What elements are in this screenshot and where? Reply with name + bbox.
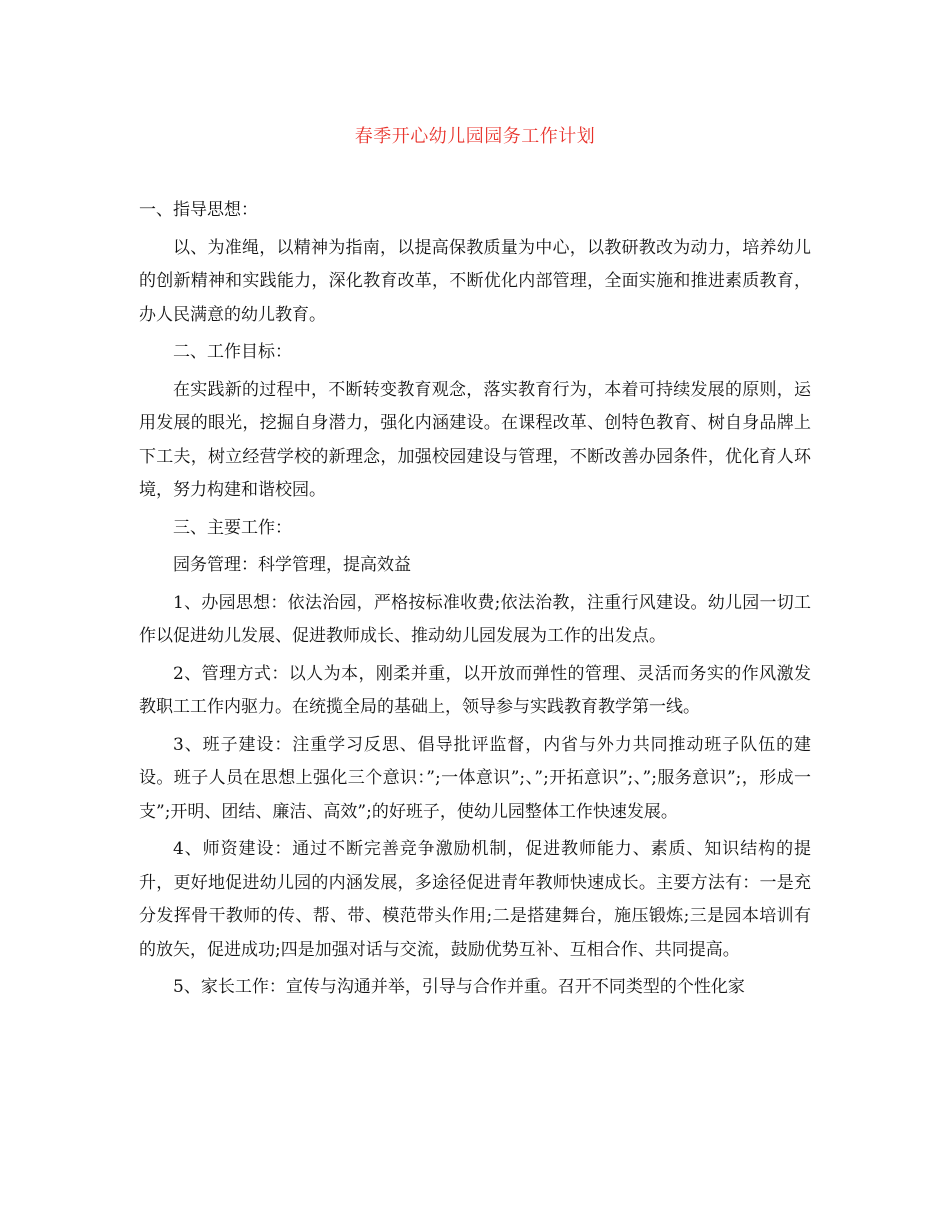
paragraph-item-3: 3、班子建设：注重学习反思、倡导批评监督，内省与外力共同推动班子队伍的建设。班子人员在思想上强化三个意识：”;一体意识”;、”;开拓意识”;、”;服务意识”;，形成一支”;开明、团结、廉洁、高效”;的好班子，使幼儿园整体工作快速发展。	[139, 734, 811, 822]
paragraph-item-2: 2、管理方式：以人为本，刚柔并重，以开放而弹性的管理、灵活而务实的作风激发教职工工作内驱力。在统揽全局的基础上，领导参与实践教育教学第一线。	[139, 663, 811, 717]
section-heading-main-work: 三、主要工作：	[173, 517, 292, 538]
document-title: 春季开心幼儿园园务工作计划	[354, 126, 596, 147]
paragraph-item-4: 4、师资建设：通过不断完善竞争激励机制，促进教师能力、素质、知识结构的提升，更好地促进幼儿园的内涵发展，多途径促进青年教师快速成长。主要方法有：一是充分发挥骨干教师的传、帮、带、模范带头作用;二是搭建舞台，施压锻炼;三是园本培训有的放矢，促进成功;四是加强对话与交流，鼓励优势互补、互相合作、共同提高。	[139, 839, 811, 960]
paragraph-work-goals: 在实践新的过程中，不断转变教育观念，落实教育行为，本着可持续发展的原则，运用发展的眼光，挖掘自身潜力，强化内涵建设。在课程改革、创特色教育、树自身品牌上下工夫，树立经营学校的新理念，加强校园建设与管理，不断改善办园条件，优化育人环境，努力构建和谐校园。	[139, 379, 811, 500]
paragraph-item-1: 1、办园思想：依法治园，严格按标准收费;依法治教，注重行风建设。幼儿园一切工作以促进幼儿发展、促进教师成长、推动幼儿园发展为工作的出发点。	[139, 592, 811, 646]
paragraph-guiding-thought: 以、为准绳，以精神为指南，以提高保教质量为中心，以教研教改为动力，培养幼儿的创新精神和实践能力，深化教育改革，不断优化内部管理，全面实施和推进素质教育，办人民满意的幼儿教育。	[139, 237, 811, 325]
subheading-management: 园务管理：科学管理，提高效益	[173, 555, 411, 575]
section-heading-work-goals: 二、工作目标：	[173, 342, 292, 362]
section-heading-guiding-thought: 一、指导思想：	[139, 200, 258, 220]
paragraph-item-5: 5、家长工作：宣传与沟通并举，引导与合作并重。召开不同类型的个性化家	[173, 977, 745, 997]
document-body	[139, 194, 811, 1009]
